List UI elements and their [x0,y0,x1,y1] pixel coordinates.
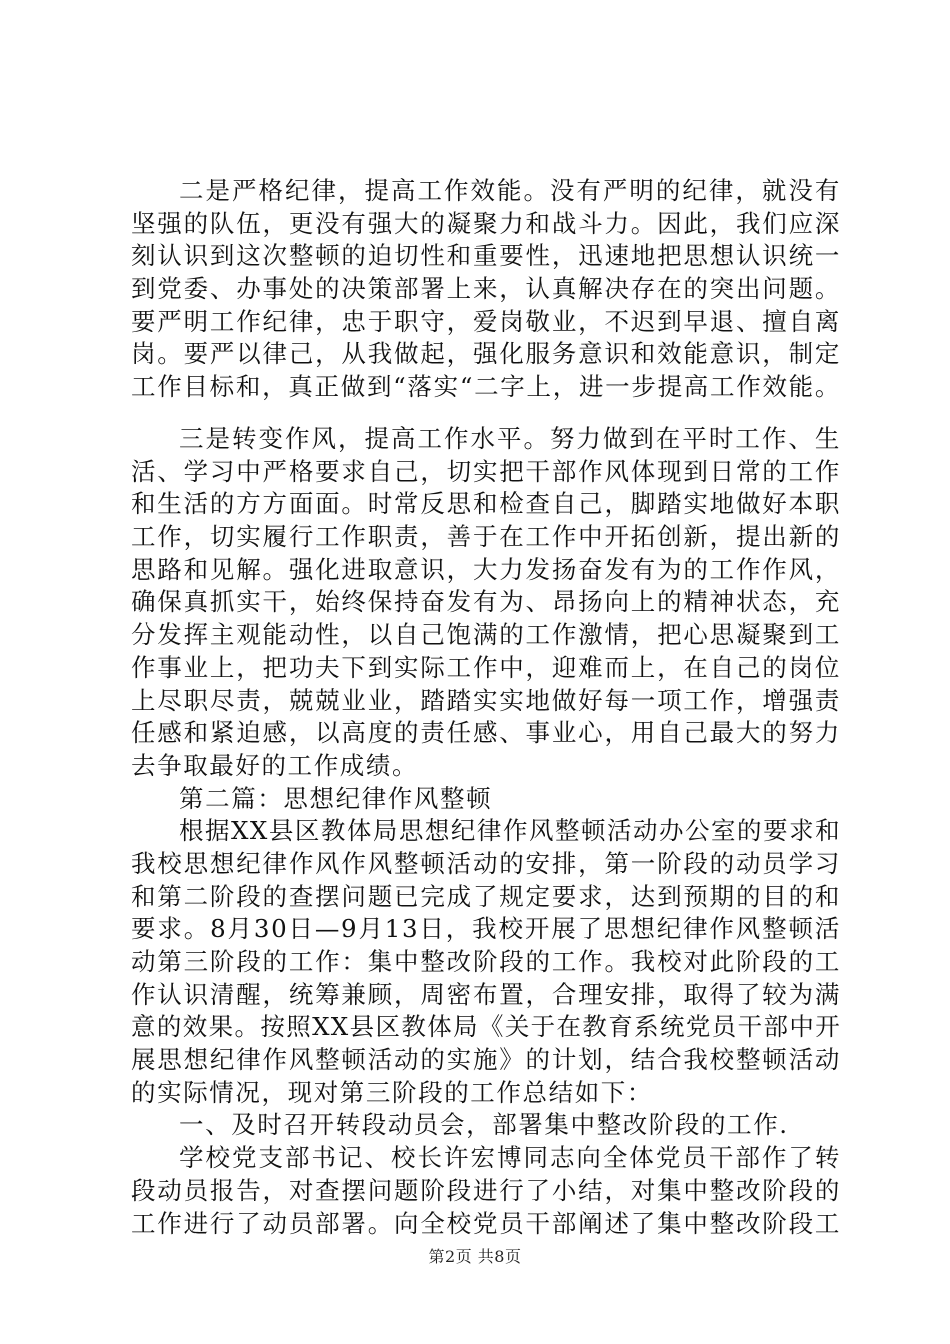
text-line: 上尽职尽责，兢兢业业，踏踏实实地做好每一项工作，增强责 [131,685,841,715]
text-line: 和第二阶段的查摆问题已完成了规定要求，达到预期的目的和 [131,881,841,911]
text-line: 坚强的队伍，更没有强大的凝聚力和战斗力。因此，我们应深 [131,208,841,238]
text-line: 工作目标和，真正做到“落实“二字上，进一步提高工作效能。 [131,372,841,402]
text-line: 展思想纪律作风整顿活动的实施》的计划，结合我校整顿活动 [131,1045,841,1075]
text-line: 活、学习中严格要求自己，切实把干部作风体现到日常的工作 [131,456,841,486]
section-title: 一、及时召开转段动员会，部署集中整改阶段的工作. [179,1110,789,1140]
text-line: 到党委、办事处的决策部署上来，认真解决存在的突出问题。 [131,274,841,304]
text-line: 要求。8月30日—9月13日，我校开展了思想纪律作风整顿活 [131,914,841,944]
text-line: 要严明工作纪律，忠于职守，爱岗敬业，不迟到早退、擅自离 [131,306,841,336]
paragraph-discipline [131,175,841,404]
text-line: 思路和见解。强化进取意识，大力发扬奋发有为的工作作风， [131,554,841,584]
text-line: 我校思想纪律作风作风整顿活动的安排，第一阶段的动员学习 [131,848,841,878]
text-line: 去争取最好的工作成绩。 [131,750,419,780]
text-line: 工作，切实履行工作职责，善于在工作中开拓创新，提出新的 [131,522,841,552]
text-line: 学校党支部书记、校长许宏博同志向全体党员干部作了转 [179,1143,841,1173]
text-line: 和生活的方方面面。时常反思和检查自己，脚踏实地做好本职 [131,489,841,519]
text-line: 作认识清醒，统筹兼顾，周密布置，合理安排，取得了较为满 [131,979,841,1009]
text-line: 任感和紧迫感，以高度的责任感、事业心，用自己最大的努力 [131,718,841,748]
text-line: 根据XX县区教体局思想纪律作风整顿活动办公室的要求和 [179,816,841,846]
text-line: 作事业上，把功夫下到实际工作中，迎难而上，在自己的岗位 [131,652,841,682]
section-heading: 第二篇：思想纪律作风整顿 [179,783,493,813]
text-line: 意的效果。按照XX县区教体局《关于在教育系统党员干部中开 [131,1012,841,1042]
text-line: 工作进行了动员部署。向全校党员干部阐述了集中整改阶段工 [131,1208,841,1238]
text-line: 三是转变作风，提高工作水平。努力做到在平时工作、生 [179,424,841,453]
paragraph-work-style [131,423,841,1273]
text-line: 确保真抓实干，始终保持奋发有为、昂扬向上的精神状态，充 [131,587,841,617]
text-line: 刻认识到这次整顿的迫切性和重要性，迅速地把思想认识统一 [131,241,841,271]
text-line: 分发挥主观能动性，以自己饱满的工作激情，把心思凝聚到工 [131,620,841,650]
text-line: 岗。要严以律己，从我做起，强化服务意识和效能意识，制定 [131,339,841,369]
text-line: 段动员报告，对查摆问题阶段进行了小结，对集中整改阶段的 [131,1175,841,1205]
page-footer: 第2页 共8页 [428,1247,522,1266]
text-line: 的实际情况，现对第三阶段的工作总结如下： [131,1077,653,1107]
text-line: 二是严格纪律，提高工作效能。没有严明的纪律，就没有 [179,176,841,205]
text-line: 动第三阶段的工作：集中整改阶段的工作。我校对此阶段的工 [131,947,841,976]
